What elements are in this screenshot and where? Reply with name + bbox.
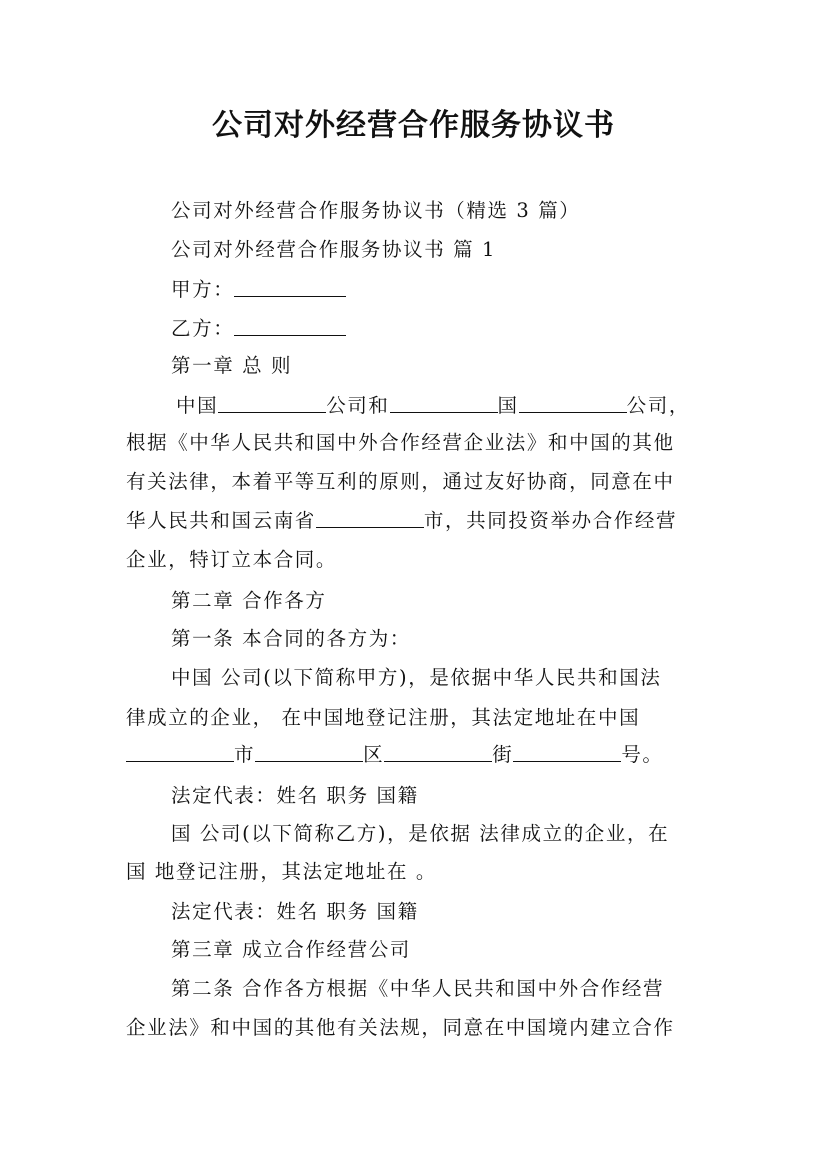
paragraph-text: 中国 <box>176 394 219 417</box>
chapter-heading: 第三章 成立合作经营公司 <box>171 938 411 961</box>
fill-blank <box>218 394 326 413</box>
fill-blank <box>384 743 492 762</box>
paragraph-text: 号。 <box>621 743 664 766</box>
party-a-line <box>171 278 346 302</box>
paragraph-text: 华人民共和国云南省 <box>126 509 316 532</box>
fill-blank <box>316 509 424 528</box>
section-heading: 公司对外经营合作服务协议书 篇 1 <box>171 238 497 261</box>
paragraph-line: 企业，特订立本合同。 <box>126 548 338 571</box>
legal-rep-line: 法定代表：姓名 职务 国籍 <box>171 784 419 807</box>
paragraph-line: 有关法律，本着平等互利的原则，通过友好协商，同意在中 <box>126 470 675 493</box>
paragraph-line: 第二条 合作各方根据《中华人民共和国中外合作经营 <box>171 977 665 1000</box>
legal-rep-line: 法定代表：姓名 职务 国籍 <box>171 900 419 923</box>
paragraph-text: 国 <box>497 394 519 417</box>
paragraph-text: 市 <box>234 743 256 766</box>
paragraph-text: 街 <box>492 743 514 766</box>
document-subtitle: 公司对外经营合作服务协议书（精选 3 篇） <box>171 199 581 222</box>
address-line <box>126 743 664 767</box>
paragraph-text: 公司和 <box>326 394 390 417</box>
article-heading: 第一条 本合同的各方为： <box>171 627 411 650</box>
paragraph-line: 国 公司(以下简称乙方)，是依据 法律成立的企业，在 <box>171 822 670 845</box>
fill-blank <box>126 743 234 762</box>
document-title: 公司对外经营合作服务协议书 <box>212 108 615 143</box>
party-b-blank <box>234 317 346 336</box>
fill-blank <box>513 743 621 762</box>
paragraph-line <box>176 394 690 418</box>
paragraph-line: 律成立的企业， 在中国地登记注册，其法定地址在中国 <box>126 706 641 729</box>
paragraph-line: 根据《中华人民共和国中外合作经营企业法》和中国的其他 <box>126 431 675 454</box>
paragraph-text: 公司， <box>626 394 690 417</box>
fill-blank <box>390 394 498 413</box>
paragraph-line <box>126 509 677 533</box>
party-a-label: 甲方： <box>171 278 235 301</box>
paragraph-text: 市，共同投资举办合作经营 <box>423 509 678 532</box>
paragraph-text: 区 <box>363 743 385 766</box>
paragraph-line: 企业法》和中国的其他有关法规，同意在中国境内建立合作 <box>126 1016 675 1039</box>
party-a-blank <box>234 278 346 297</box>
chapter-heading: 第一章 总 则 <box>171 354 293 377</box>
chapter-heading: 第二章 合作各方 <box>171 589 327 612</box>
party-b-label: 乙方： <box>171 317 235 340</box>
paragraph-line: 国 地登记注册，其法定地址在 。 <box>126 860 437 883</box>
fill-blank <box>255 743 363 762</box>
paragraph-line: 中国 公司(以下简称甲方)，是依据中华人民共和国法 <box>171 666 662 689</box>
fill-blank <box>519 394 627 413</box>
party-b-line <box>171 317 346 341</box>
